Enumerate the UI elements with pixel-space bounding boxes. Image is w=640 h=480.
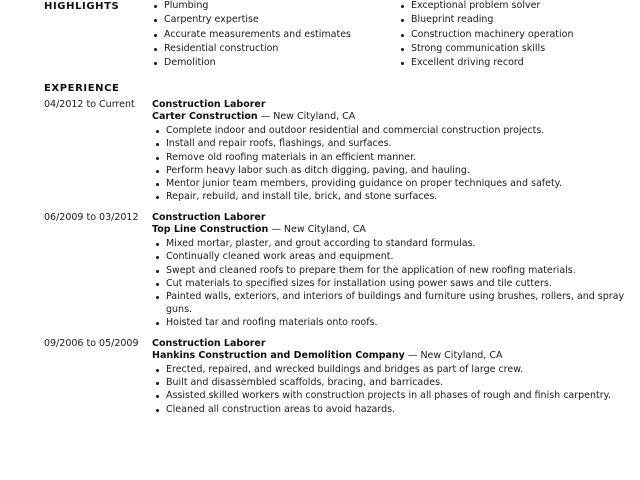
- list-item: Blueprint reading: [399, 14, 628, 27]
- job-company: Hankins Construction and Demolition Company: [152, 349, 405, 361]
- job-dates: 04/2012 to Current: [44, 98, 135, 110]
- job-body: [152, 99, 640, 205]
- experience-section-header: [0, 82, 640, 95]
- list-item: Continually cleaned work areas and equipment.: [152, 251, 626, 264]
- list-item: Perform heavy labor such as ditch digging, paving, and hauling.: [152, 165, 626, 178]
- job-title: Construction Laborer: [152, 211, 266, 223]
- highlights-column-left: [152, 0, 381, 72]
- job-company: Carter Construction: [152, 111, 258, 123]
- job-bullet-list: [152, 364, 626, 417]
- job-bullet-list: [152, 238, 626, 330]
- list-item: Strong communication skills: [399, 43, 628, 56]
- job-company-line: [152, 111, 626, 124]
- job-company-line: [152, 224, 626, 237]
- list-item: Install and repair roofs, flashings, and surfaces.: [152, 138, 626, 151]
- job-dates: 06/2009 to 03/2012: [44, 211, 139, 223]
- highlights-list-left: [152, 0, 381, 70]
- list-item: Residential construction: [152, 43, 381, 56]
- highlights-list-right: [399, 0, 628, 70]
- job-location: New Cityland, CA: [273, 111, 356, 123]
- job-separator: —: [407, 349, 418, 361]
- experience-jobs: [0, 99, 640, 417]
- job-title: Construction Laborer: [152, 98, 266, 110]
- job-title: Construction Laborer: [152, 337, 266, 349]
- list-item: Accurate measurements and estimates: [152, 29, 381, 42]
- list-item: Cut materials to specified sizes for installation using power saws and tile cutters.: [152, 278, 626, 291]
- job-company: Top Line Construction: [152, 224, 269, 236]
- list-item: Swept and cleaned roofs to prepare them for the application of new roofing materials.: [152, 265, 626, 278]
- list-item: Demolition: [152, 57, 381, 70]
- list-item: Painted walls, exteriors, and interiors of buildings and furniture using brushes, rollers, and spray guns.: [152, 291, 626, 317]
- job-location: New Cityland, CA: [283, 224, 366, 236]
- experience-section-title: EXPERIENCE: [44, 82, 120, 94]
- list-item: Erected, repaired, and wrecked buildings and bridges as part of large crew.: [152, 364, 626, 377]
- list-item: Mixed mortar, plaster, and grout according to standard formulas.: [152, 238, 626, 251]
- list-item: Exceptional problem solver: [399, 0, 628, 13]
- experience-job: [0, 338, 640, 417]
- job-body: [152, 212, 640, 331]
- list-item: Repair, rebuild, and install tile, brick, and stone surfaces.: [152, 191, 626, 204]
- highlights-content: [152, 0, 640, 72]
- list-item: Mentor junior team members, providing guidance on proper techniques and safety.: [152, 178, 626, 191]
- list-item: Excellent driving record: [399, 57, 628, 70]
- highlights-label-column: [0, 0, 152, 13]
- job-company-line: [152, 350, 626, 363]
- highlights-section-title: HIGHLIGHTS: [44, 1, 120, 12]
- list-item: Plumbing: [152, 0, 381, 13]
- job-separator: —: [260, 111, 271, 123]
- list-item: Remove old roofing materials in an efficient manner.: [152, 152, 626, 165]
- job-body: [152, 338, 640, 417]
- list-item: Complete indoor and outdoor residential and commercial construction projects.: [152, 125, 626, 138]
- list-item: Construction machinery operation: [399, 29, 628, 42]
- highlights-column-right: [399, 0, 628, 72]
- list-item: Hoisted tar and roofing materials onto roofs.: [152, 317, 626, 330]
- list-item: Built and disassembled scaffolds, bracing, and barricades.: [152, 377, 626, 390]
- list-item: Assisted skilled workers with construction projects in all phases of rough and finish carpentry.: [152, 390, 626, 403]
- job-bullet-list: [152, 125, 626, 204]
- experience-job: [0, 99, 640, 205]
- highlights-section: [0, 0, 640, 72]
- job-location: New Cityland, CA: [420, 349, 503, 361]
- experience-label-column: [0, 82, 152, 95]
- experience-job: [0, 212, 640, 331]
- job-separator: —: [271, 224, 281, 236]
- list-item: Carpentry expertise: [152, 14, 381, 27]
- list-item: Cleaned all construction areas to avoid hazards.: [152, 404, 626, 417]
- job-dates: 09/2006 to 05/2009: [44, 337, 139, 349]
